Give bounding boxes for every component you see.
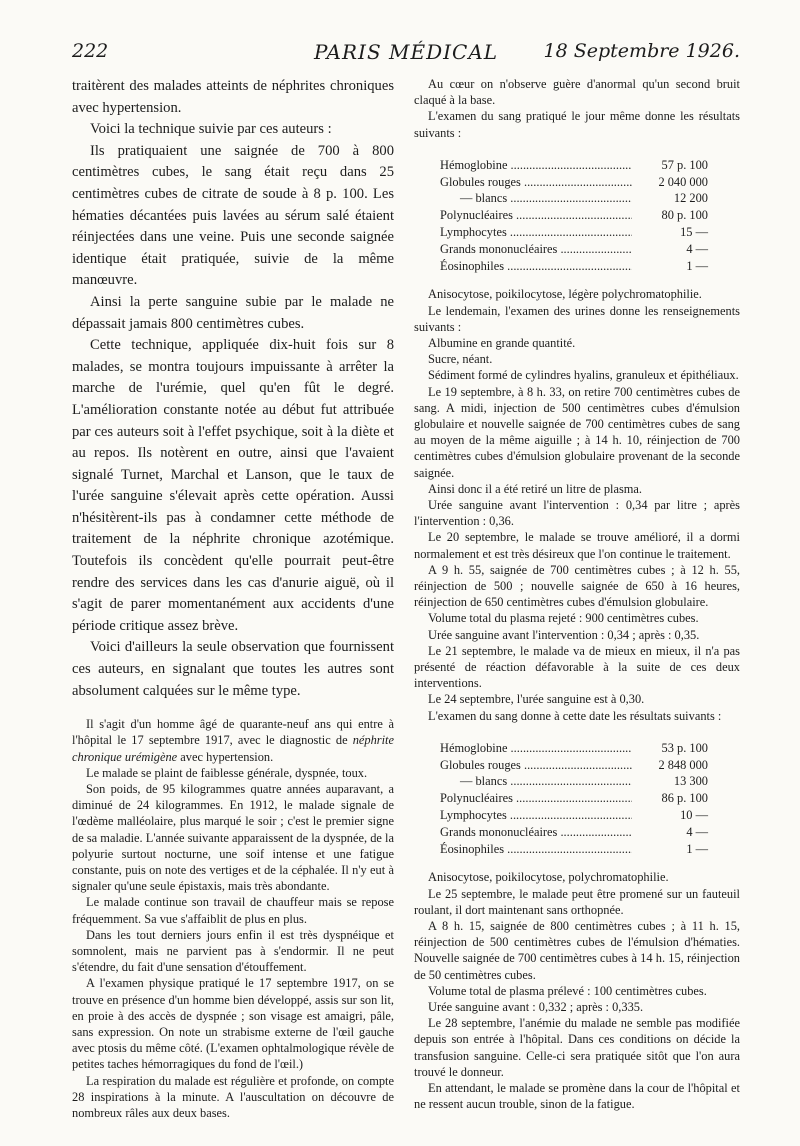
- paragraph: Voici d'ailleurs la seule observation que fournissent ces auteurs, en signalant que toutes les autres sont absolument calquées sur le même type.: [72, 639, 394, 699]
- row-label: Globules rouges .....: [440, 174, 632, 191]
- row-value: 4 —: [632, 824, 708, 841]
- row-label: Éosinophiles .....: [440, 258, 632, 275]
- observation-paragraph: A 8 h. 15, saignée de 800 centimètres cubes ; à 11 h. 15, réinjection de 500 centimètres cubes de l'émulsion d'hématies. Nouvelle saignée de 700 centimètres cubes à 14 h. 15, réinjection de 50 centimètres cubes.: [414, 919, 740, 982]
- observation-paragraph: Ainsi donc il a été retiré un litre de plasma.: [428, 481, 643, 496]
- table-row: [440, 224, 708, 241]
- table-row: [440, 773, 708, 790]
- row-label: Hémoglobine .....: [440, 157, 632, 174]
- observation-paragraph: Urée sanguine avant l'intervention : 0,34 ; après : 0,35.: [428, 627, 700, 642]
- row-value: 4 —: [632, 241, 708, 258]
- table-row: [440, 757, 708, 774]
- row-label: Polynucléaires .....: [440, 207, 632, 224]
- text-span: avec hypertension.: [177, 749, 274, 764]
- observation-paragraph: [72, 716, 394, 765]
- table-row: [440, 841, 708, 858]
- row-label: Éosinophiles .....: [440, 841, 632, 858]
- observation-paragraph: Au cœur on n'observe guère d'anormal qu'un second bruit claqué à la base.: [414, 77, 740, 108]
- observation-paragraph: En attendant, le malade se promène dans la cour de l'hôpital et ne ressent aucun trouble, sinon de la fatigue.: [414, 1081, 740, 1112]
- observation-paragraph: Le 20 septembre, le malade se trouve amélioré, il a dormi normalement et est très désireux que l'on continue le traitement.: [414, 530, 740, 561]
- observation-paragraph: Le 25 septembre, le malade peut être promené sur un fauteuil roulant, il dort maintenant sans orthopnée.: [414, 886, 740, 917]
- row-value: 2 848 000: [632, 757, 708, 774]
- row-value: 1 —: [632, 841, 708, 858]
- right-column: [414, 76, 740, 1113]
- observation-paragraph: Anisocytose, poikilocytose, polychromatophilie.: [428, 870, 669, 885]
- row-label: Hémoglobine .....: [440, 740, 632, 757]
- observation-paragraph: Urée sanguine avant : 0,332 ; après : 0,335.: [428, 1000, 644, 1015]
- row-value: 15 —: [632, 224, 708, 241]
- table-row: [440, 258, 708, 275]
- observation-paragraph: Le 28 septembre, l'anémie du malade ne semble pas modifiée depuis son entrée à l'hôpital. Dans ces conditions on décide la transfusion sanguine. Celle-ci sera pratiquée sitôt que l'on aura trouvé le donneur.: [414, 1016, 740, 1079]
- paragraph: Ils pratiquaient une saignée de 700 à 800 centimètres cubes, le sang était reçu dans 25 centimètres cubes de citrate de soude à 8 p. 100. Les hématies décantées puis lavées au sérum salé étaient réinjectées dans une veine. Puis une seconde saignée identique était pratiquée, suivie de la même manœuvre.: [72, 142, 394, 289]
- table-row: [440, 824, 708, 841]
- observation-paragraph: Urée sanguine avant l'intervention : 0,34 par litre ; après l'intervention : 0,36.: [414, 498, 740, 529]
- table-row: [440, 740, 708, 757]
- row-label: Globules rouges .....: [440, 757, 632, 774]
- blood-results-table-1: [440, 157, 708, 275]
- observation-paragraph: Sédiment formé de cylindres hyalins, granuleux et épithéliaux.: [428, 368, 739, 383]
- row-label: — blancs .....: [440, 190, 632, 207]
- table-row: [440, 790, 708, 807]
- observation-paragraph: Volume total du plasma rejeté : 900 centimètres cubes.: [428, 611, 699, 626]
- paragraph: traitèrent des malades atteints de néphrites chroniques avec hypertension.: [72, 78, 394, 116]
- observation-paragraph: L'examen du sang pratiqué le jour même donne les résultats suivants :: [414, 109, 740, 140]
- observation-paragraph: Volume total de plasma prélevé : 100 centimètres cubes.: [428, 983, 707, 998]
- row-value: 2 040 000: [632, 174, 708, 191]
- observation-paragraph: A 9 h. 55, saignée de 700 centimètres cubes ; à 12 h. 55, réinjection de 500 ; nouvelle saignée de 650 à 16 heures, réinjection de 650 centimètres cubes d'émulsion globulaire.: [414, 562, 740, 610]
- observation-paragraph: Le 24 septembre, l'urée sanguine est à 0,30.: [428, 692, 645, 707]
- table-row: [440, 190, 708, 207]
- observation-paragraph: Le 19 septembre, à 8 h. 33, on retire 700 centimètres cubes de sang. A midi, injection de 500 centimètres cubes d'émulsion globulaire et nouvelle saignée de 700 centimètres cubes de sang au moyen de la même aiguille ; à 14 h. 10, réinjection de 700 centimètres cubes d'émulsion globulaire provenant de la seconde saignée.: [414, 384, 740, 480]
- observation-paragraph: Albumine en grande quantité.: [428, 336, 576, 350]
- row-value: 86 p. 100: [632, 790, 708, 807]
- row-value: 10 —: [632, 807, 708, 824]
- table-row: [440, 207, 708, 224]
- page-header: [72, 40, 740, 70]
- blood-results-table-2: [440, 740, 708, 858]
- row-label: — blancs .....: [440, 773, 632, 790]
- observation-paragraph: Son poids, de 95 kilogrammes quatre années auparavant, a diminué de 24 kilogrammes. En 1912, le malade signale de l'œdème malléolaire, plus marqué le soir ; c'est le premier signe de sa maladie. L'année suivante apparaissent de la dyspnée, de la polyurie surtout nocturne, une soif intense et une fatigue constante, puis on note des vertiges et de la céphalée. Il n'y eut à signaler qu'une seule épistaxis, mais très abondante.: [72, 782, 394, 894]
- row-label: Grands mononucléaires .....: [440, 824, 632, 841]
- observation-paragraph: A l'examen physique pratiqué le 17 septembre 1917, on se trouve en présence d'un homme bien développé, assis sur son lit, en proie à des accès de dyspnée ; son visage est amaigri, pâle, sans expression. On note un strabisme externe de l'œil gauche avec ptosis du même côté. (L'examen ophtalmologique révèle de petites taches hémorragiques du fond de l'œil.): [72, 976, 394, 1072]
- observation-paragraph: Le 21 septembre, le malade va de mieux en mieux, il n'a pas présenté de réaction défavorable à la suite de ces deux interventions.: [414, 643, 740, 691]
- row-value: 57 p. 100: [632, 157, 708, 174]
- row-value: 1 —: [632, 258, 708, 275]
- observation-paragraph: La respiration du malade est régulière et profonde, on compte 28 inspirations à la minute. A l'auscultation on découvre de nombreux râles aux deux bases.: [72, 1073, 394, 1121]
- text-span: Il s'agit d'un homme âgé de quarante-neuf ans qui entre à l'hôpital le 17 septembre 1917, avec le diagnostic de: [72, 717, 394, 748]
- table-row: [440, 157, 708, 174]
- observation-paragraph: Le malade continue son travail de chauffeur mais se repose fréquemment. Sa vue s'affaiblit de plus en plus.: [72, 895, 394, 926]
- paragraph: Cette technique, appliquée dix-huit fois sur 8 malades, se montra toujours impuissante à arrêter la marche de l'urémie, quel qu'en fût le degré. L'amélioration constante notée au début fut attribuée par ces auteurs soit à l'effet psychique, soit à la diète et au repos. Ils notèrent en outre, ainsi que l'avaient signalé Turnet, Marchal et Lanson, que le taux de l'urée sanguine s'élevait après cette opération. Aussi n'hésitèrent-ils pas à condamner cette méthode de traitement de la néphrite chronique azotémique. Toutefois ils concèdent qu'elle pourrait peut-être rendre des services dans les cas d'anurie aiguë, où il s'agit de parer momentanément aux accidents d'une période critique assez brève.: [72, 337, 394, 634]
- page-number: 222: [72, 40, 109, 62]
- row-value: 53 p. 100: [632, 740, 708, 757]
- row-value: 12 200: [632, 190, 708, 207]
- journal-title: PARIS MÉDICAL: [313, 40, 499, 64]
- paragraph: Ainsi la perte sanguine subie par le malade ne dépassait jamais 800 centimètres cubes.: [72, 293, 394, 332]
- row-label: Polynucléaires .....: [440, 790, 632, 807]
- row-label: Lymphocytes .....: [440, 807, 632, 824]
- observation-paragraph: L'examen du sang donne à cette date les résultats suivants :: [428, 708, 722, 723]
- observation-paragraph: Le malade se plaint de faiblesse générale, dyspnée, toux.: [86, 765, 368, 780]
- observation-paragraph: Dans les tout derniers jours enfin il est très dyspnéique et somnolent, mais ne parvient pas à s'endormir. Il ne peut s'étendre, du fait d'une sensation d'étouffement.: [72, 927, 394, 975]
- row-value: 80 p. 100: [632, 207, 708, 224]
- paragraph: Voici la technique suivie par ces auteurs :: [90, 121, 332, 138]
- table-row: [440, 174, 708, 191]
- diagnosis-italic: néphrite chronique urémigène: [72, 733, 394, 764]
- observation-paragraph: Anisocytose, poikilocytose, légère polychromatophilie.: [428, 287, 702, 302]
- left-column: [72, 76, 394, 1121]
- table-row: [440, 807, 708, 824]
- table-row: [440, 241, 708, 258]
- issue-date: 18 Septembre 1926.: [543, 40, 740, 62]
- row-label: Lymphocytes .....: [440, 224, 632, 241]
- row-value: 13 300: [632, 773, 708, 790]
- row-label: Grands mononucléaires .....: [440, 241, 632, 258]
- observation-paragraph: Sucre, néant.: [428, 352, 493, 367]
- observation-paragraph: Le lendemain, l'examen des urines donne les renseignements suivants :: [414, 303, 740, 334]
